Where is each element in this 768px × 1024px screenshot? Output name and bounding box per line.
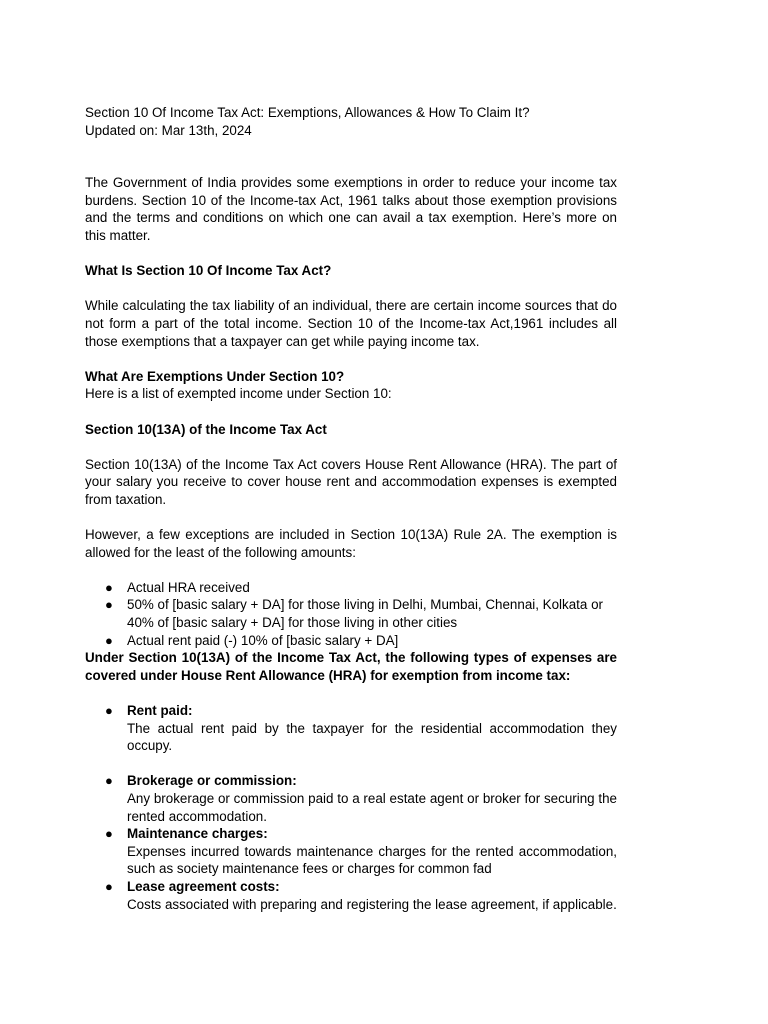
bullet-icon: ● bbox=[105, 773, 113, 789]
paragraph-rule-2a: However, a few exceptions are included in Section 10(13A) Rule 2A. The exemption is allowed for the least of the following amounts: bbox=[85, 527, 617, 560]
bullet-icon: ● bbox=[105, 597, 113, 613]
expenses-list bbox=[85, 702, 617, 913]
spacer bbox=[85, 139, 617, 174]
expense-title: Maintenance charges: bbox=[127, 826, 268, 842]
list-item bbox=[85, 702, 617, 755]
heading-exemptions: What Are Exemptions Under Section 10? bbox=[85, 368, 345, 384]
spacer bbox=[85, 684, 617, 702]
paragraph-section-10-13a: Section 10(13A) of the Income Tax Act covers House Rent Allowance (HRA). The part of your salary you receive to cover house rent and accommodation expenses is exempted from taxation. bbox=[85, 456, 617, 507]
least-amounts-list bbox=[85, 579, 617, 649]
bullet-icon: ● bbox=[105, 878, 113, 894]
spacer bbox=[85, 245, 617, 263]
spacer bbox=[85, 561, 617, 579]
paragraph-what-is-section-10: While calculating the tax liability of an individual, there are certain income sources that do not form a part of the total income. Section 10 of the Income-tax Act,1961 includes all those exemptions that a taxpayer can get while paying income tax. bbox=[85, 298, 617, 349]
heading-section-10-13a: Section 10(13A) of the Income Tax Act bbox=[85, 421, 327, 437]
spacer bbox=[85, 403, 617, 421]
spacer bbox=[85, 438, 617, 456]
expense-title: Rent paid: bbox=[127, 703, 193, 718]
bullet-icon: ● bbox=[105, 632, 113, 648]
list-item bbox=[85, 632, 617, 650]
intro-paragraph: The Government of India provides some exemptions in order to reduce your income tax burdens. Section 10 of the Income-tax Act, 1961 talks about those exemption provisions and the terms and conditions on which one can avail a tax exemption. Here’s more on this matter. bbox=[85, 175, 617, 243]
spacer bbox=[85, 350, 617, 368]
list-item bbox=[85, 878, 617, 913]
bullet-icon: ● bbox=[105, 703, 113, 718]
expense-description: The actual rent paid by the taxpayer for the residential accommodation they occupy. bbox=[127, 720, 617, 754]
bullet-icon: ● bbox=[105, 826, 113, 842]
expense-title: Lease agreement costs: bbox=[127, 878, 280, 894]
list-item-text: Actual rent paid (-) 10% of [basic salary + DA] bbox=[127, 632, 399, 648]
expense-description: Expenses incurred towards maintenance charges for the rented accommodation, such as society maintenance fees or charges for common fad bbox=[127, 843, 617, 877]
list-item-text: Actual HRA received bbox=[127, 579, 250, 595]
list-item-text: 50% of [basic salary + DA] for those living in Delhi, Mumbai, Chennai, Kolkata or 40% of [basic salary + DA] for those living in other cities bbox=[127, 597, 603, 631]
spacer bbox=[85, 508, 617, 526]
list-item bbox=[85, 579, 617, 597]
updated-date: Updated on: Mar 13th, 2024 bbox=[85, 122, 252, 138]
expense-description: Costs associated with preparing and registering the lease agreement, if applicable. bbox=[127, 896, 617, 912]
expenses-heading: Under Section 10(13A) of the Income Tax Act, the following types of expenses are covered under House Rent Allowance (HRA) for exemption from income tax: bbox=[85, 650, 617, 683]
bullet-icon: ● bbox=[105, 579, 113, 595]
spacer bbox=[85, 280, 617, 298]
document-title: Section 10 Of Income Tax Act: Exemptions, Allowances & How To Claim It? bbox=[85, 105, 530, 120]
document-page bbox=[85, 104, 617, 913]
expense-description: Any brokerage or commission paid to a real estate agent or broker for securing the rented accommodation. bbox=[127, 790, 617, 824]
paragraph-exemptions: Here is a list of exempted income under Section 10: bbox=[85, 386, 392, 402]
list-item bbox=[85, 825, 617, 878]
list-item bbox=[85, 596, 617, 631]
list-item bbox=[85, 772, 617, 825]
expense-title: Brokerage or commission: bbox=[127, 773, 297, 789]
heading-what-is-section-10: What Is Section 10 Of Income Tax Act? bbox=[85, 263, 332, 279]
